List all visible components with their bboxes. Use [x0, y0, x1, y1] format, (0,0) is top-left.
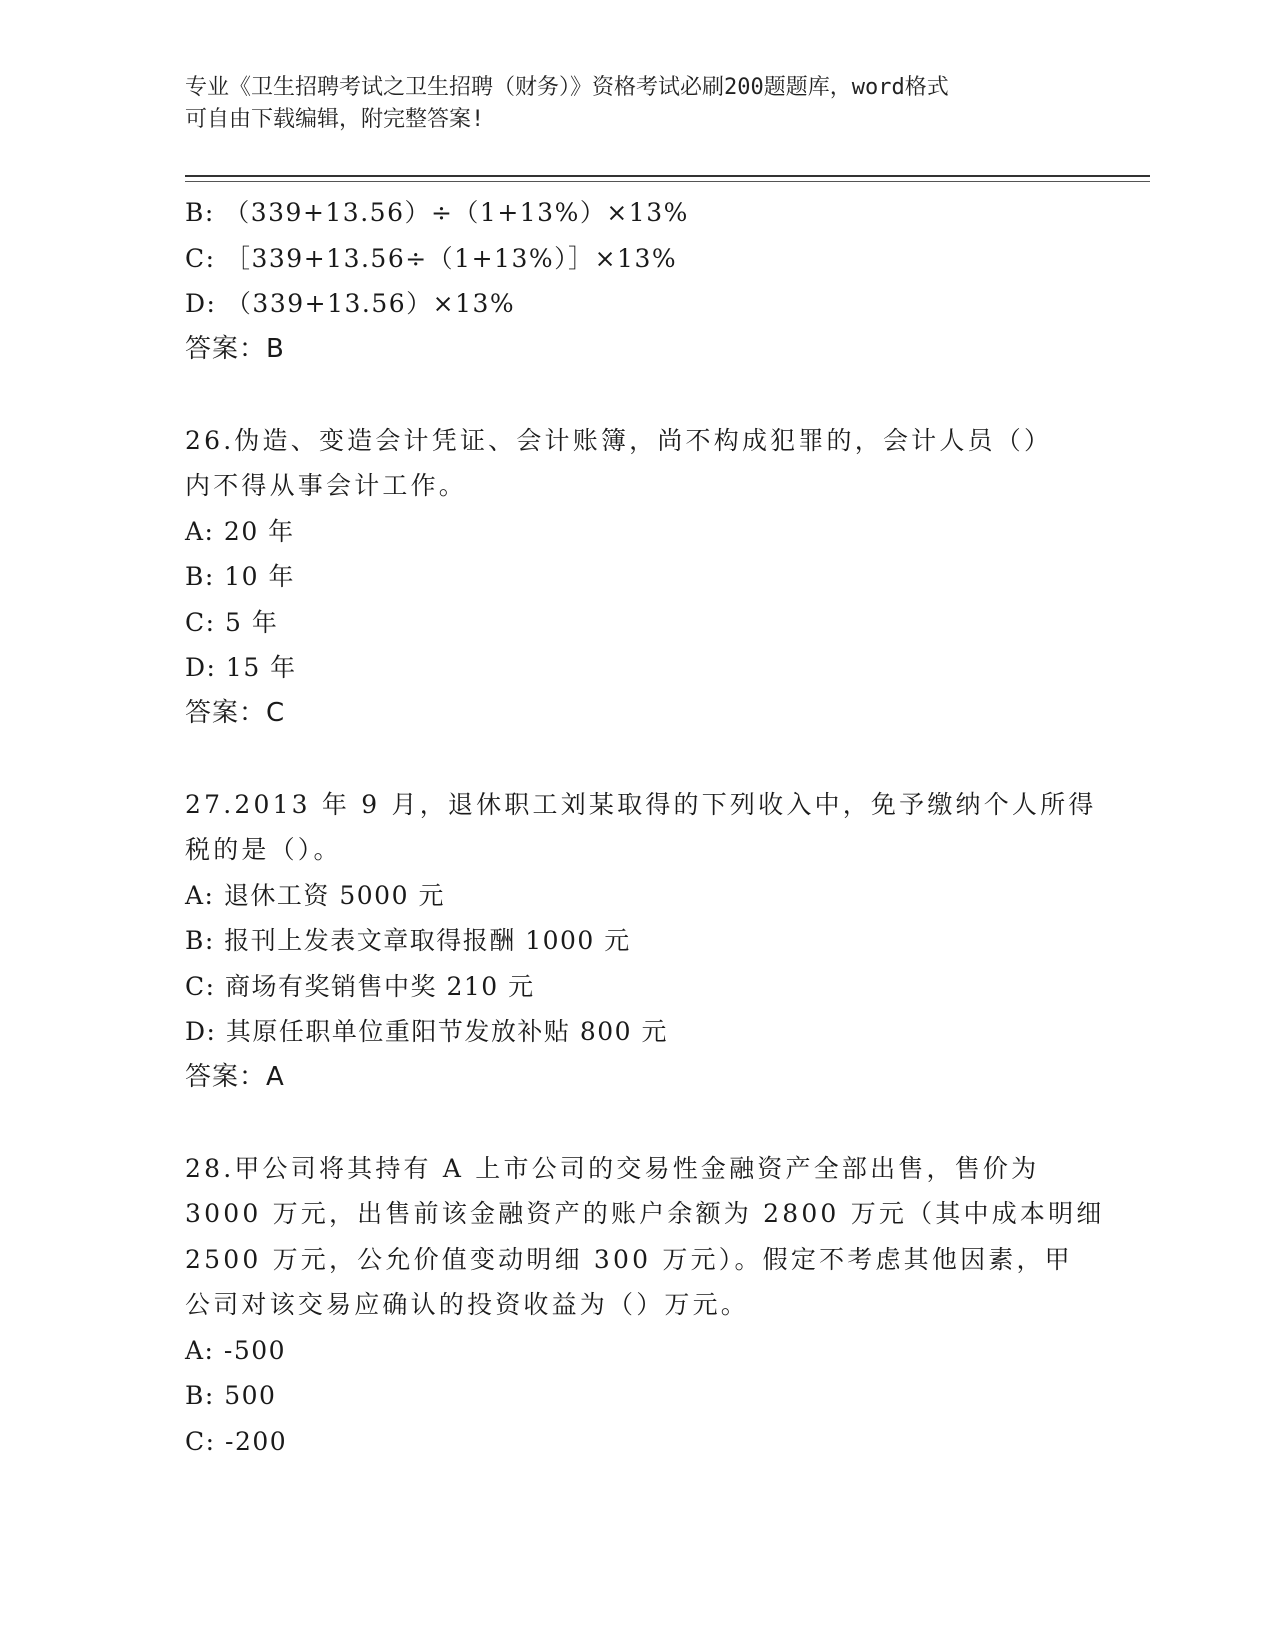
question-text-line: 公司对该交易应确认的投资收益为（）万元。	[185, 1290, 750, 1319]
spacer	[185, 736, 1085, 782]
option-a: A: 退休工资 5000 元	[185, 880, 445, 910]
document-body	[185, 190, 1105, 1464]
question-26	[185, 418, 1085, 737]
option-c: C: 商场有奖销售中奖 210 元	[185, 971, 535, 1001]
option-b: B: 500	[185, 1381, 277, 1410]
option-b: B: （339+13.56）÷（1+13%）×13%	[185, 198, 689, 227]
spacer	[185, 1100, 1085, 1146]
question-text-line: 27.2013 年 9 月，退休职工刘某取得的下列收入中，免予缴纳个人所得	[185, 789, 1097, 819]
option-a: A: -500	[185, 1335, 287, 1365]
answer-label: 答案：C	[185, 697, 286, 728]
question-28	[185, 1146, 1105, 1465]
question-text	[185, 418, 1085, 509]
answer-label: 答案：B	[185, 333, 285, 364]
header-rule-thin	[185, 181, 1150, 182]
header-rule-thick	[185, 175, 1150, 177]
question-text	[185, 1146, 1105, 1328]
header-line-1: 专业《卫生招聘考试之卫生招聘（财务）》资格考试必刷200题题库，word格式	[185, 75, 949, 100]
question-text-line: 3000 万元，出售前该金融资产的账户余额为 2800 万元（其中成本明细	[185, 1199, 1105, 1228]
question-text	[185, 782, 1097, 873]
question-text-line: 内不得从事会计工作。	[185, 471, 468, 500]
question-text-line: 26.伪造、变造会计凭证、会计账簿，尚不构成犯罪的，会计人员（）	[185, 425, 1053, 455]
header-line-2: 可自由下载编辑，附完整答案!	[185, 107, 485, 132]
option-d: D: 其原任职单位重阳节发放补贴 800 元	[185, 1017, 669, 1046]
option-c: C: 5 年	[185, 607, 279, 637]
answer-label: 答案：A	[185, 1061, 285, 1092]
option-d: D: （339+13.56）×13%	[185, 289, 516, 318]
option-b: B: 10 年	[185, 562, 295, 591]
spacer	[185, 372, 1085, 418]
option-a: A: 20 年	[185, 516, 295, 546]
option-b: B: 报刊上发表文章取得报酬 1000 元	[185, 926, 631, 955]
option-d: D: 15 年	[185, 653, 297, 682]
question-text-line: 税的是（）。	[185, 835, 342, 864]
question-25-continued	[185, 190, 1085, 372]
question-text-line: 2500 万元，公允价值变动明细 300 万元）。假定不考虑其他因素，甲	[185, 1244, 1073, 1274]
question-27	[185, 782, 1097, 1101]
option-c: C: -200	[185, 1426, 288, 1456]
question-text-line: 28.甲公司将其持有 A 上市公司的交易性金融资产全部出售，售价为	[185, 1153, 1040, 1183]
document-header	[185, 72, 1085, 136]
option-c: C: ［339+13.56÷（1+13%）］×13%	[185, 243, 678, 273]
